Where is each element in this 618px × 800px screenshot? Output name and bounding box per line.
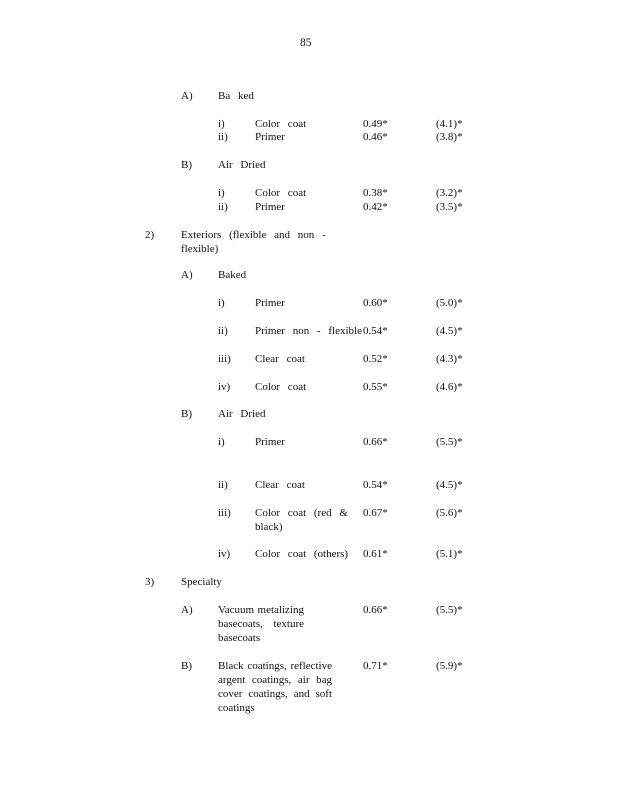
row-number: i) bbox=[218, 118, 225, 130]
voc-limit-alt-value: (5.5)* bbox=[436, 436, 463, 448]
voc-limit-value: 0.42* bbox=[363, 201, 388, 213]
section-title: Exteriors (flexible and non - bbox=[181, 229, 326, 241]
subsection-label: A) bbox=[181, 604, 193, 616]
coating-name: Primer non - flexible bbox=[255, 325, 362, 337]
subsection-title: Air Dried bbox=[218, 159, 266, 171]
voc-limit-alt-value: (3.8)* bbox=[436, 131, 463, 143]
voc-limit-value: 0.55* bbox=[363, 381, 388, 393]
subsection-title: Baked bbox=[218, 269, 247, 281]
voc-limit-alt-value: (4.3)* bbox=[436, 353, 463, 365]
coating-name: Color coat (red & bbox=[255, 507, 348, 519]
coating-name: Primer bbox=[255, 436, 285, 448]
row-number: ii) bbox=[218, 479, 228, 491]
row-number: iv) bbox=[218, 381, 231, 393]
voc-limit-value: 0.66* bbox=[363, 436, 388, 448]
row-number: ii) bbox=[218, 325, 228, 337]
voc-limit-alt-value: (5.1)* bbox=[436, 548, 463, 560]
subsection-label: A) bbox=[181, 90, 193, 102]
voc-limit-alt-value: (4.5)* bbox=[436, 479, 463, 491]
voc-limit-alt-value: (4.6)* bbox=[436, 381, 463, 393]
voc-limit-alt-value: (5.9)* bbox=[436, 660, 463, 672]
voc-limit-alt-value: (5.0)* bbox=[436, 297, 463, 309]
voc-limit-value: 0.71* bbox=[363, 660, 388, 672]
voc-limit-value: 0.67* bbox=[363, 507, 388, 519]
subsection-label: A) bbox=[181, 269, 193, 281]
voc-limit-alt-value: (3.5)* bbox=[436, 201, 463, 213]
specialty-description: Black coatings, reflective argent coatings, air bag cover coatings, and soft coatings bbox=[218, 660, 332, 714]
voc-limit-value: 0.61* bbox=[363, 548, 388, 560]
voc-limit-value: 0.49* bbox=[363, 118, 388, 130]
row-number: i) bbox=[218, 297, 225, 309]
coating-name-continued: black) bbox=[255, 521, 283, 533]
row-number: ii) bbox=[218, 201, 228, 213]
row-number: iv) bbox=[218, 548, 231, 560]
voc-limit-value: 0.66* bbox=[363, 604, 388, 616]
voc-limit-alt-value: (4.5)* bbox=[436, 325, 463, 337]
coating-name: Primer bbox=[255, 131, 285, 143]
voc-limit-alt-value: (5.5)* bbox=[436, 604, 463, 616]
coating-name: Color coat bbox=[255, 381, 307, 393]
voc-limit-alt-value: (5.6)* bbox=[436, 507, 463, 519]
row-number: ii) bbox=[218, 131, 228, 143]
voc-limit-value: 0.52* bbox=[363, 353, 388, 365]
subsection-label: B) bbox=[181, 660, 192, 672]
page-number: 85 bbox=[300, 37, 312, 49]
section-number: 2) bbox=[145, 229, 155, 241]
voc-limit-value: 0.38* bbox=[363, 187, 388, 199]
subsection-title: Air Dried bbox=[218, 408, 266, 420]
coating-name: Primer bbox=[255, 201, 285, 213]
section-title-continued: flexible) bbox=[181, 243, 219, 255]
coating-name: Color coat (others) bbox=[255, 548, 349, 560]
coating-name: Clear coat bbox=[255, 353, 305, 365]
coating-name: Clear coat bbox=[255, 479, 305, 491]
row-number: iii) bbox=[218, 507, 231, 519]
row-number: i) bbox=[218, 436, 225, 448]
subsection-label: B) bbox=[181, 408, 192, 420]
coating-name: Color coat bbox=[255, 187, 307, 199]
voc-limit-value: 0.54* bbox=[363, 325, 388, 337]
voc-limit-value: 0.54* bbox=[363, 479, 388, 491]
subsection-title: Ba ked bbox=[218, 90, 254, 102]
section-title: Specialty bbox=[181, 576, 222, 588]
coating-name: Primer bbox=[255, 297, 285, 309]
specialty-description: Vacuum metalizing basecoats, texture basecoats bbox=[218, 604, 304, 644]
subsection-label: B) bbox=[181, 159, 192, 171]
row-number: i) bbox=[218, 187, 225, 199]
coating-name: Color coat bbox=[255, 118, 307, 130]
voc-limit-alt-value: (4.1)* bbox=[436, 118, 463, 130]
voc-limit-alt-value: (3.2)* bbox=[436, 187, 463, 199]
voc-limit-value: 0.60* bbox=[363, 297, 388, 309]
voc-limit-value: 0.46* bbox=[363, 131, 388, 143]
row-number: iii) bbox=[218, 353, 231, 365]
section-number: 3) bbox=[145, 576, 155, 588]
